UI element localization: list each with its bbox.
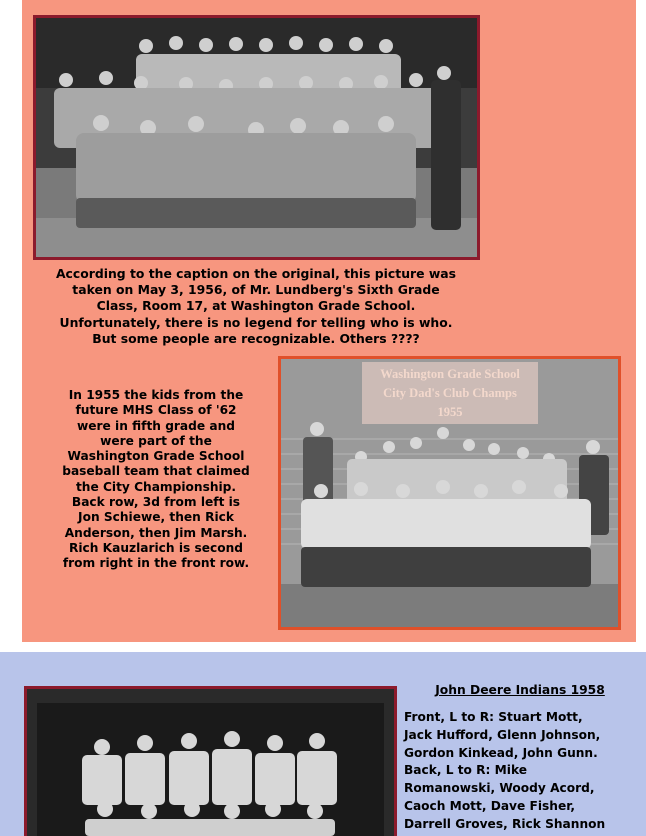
caption-line: were in fifth grade and: [76, 418, 236, 433]
caption-line: Jack Hufford, Glenn Johnson,: [404, 727, 601, 742]
caption-line: Darrell Groves, Rick Shannon: [404, 816, 606, 831]
photo-label-line: Washington Grade School: [380, 367, 520, 381]
caption-line: Back, L to R: Mike: [404, 763, 528, 778]
caption-line: were part of the: [100, 433, 212, 448]
caption-line: Jon Schiewe, then Rick: [78, 510, 234, 525]
caption-line: taken on May 3, 1956, of Mr. Lundberg's Sixth Grade: [72, 282, 440, 298]
caption-line: Anderson, then Jim Marsh.: [64, 525, 248, 540]
class-photo-caption: [40, 266, 472, 347]
caption-line: baseball team that claimed: [62, 464, 250, 479]
team-title: John Deere Indians 1958: [435, 683, 605, 697]
photo-label-line: City Dad's Club Champs: [383, 386, 517, 400]
caption-line: Back row, 3d from left is: [71, 495, 241, 510]
caption-line: from right in the front row.: [62, 556, 250, 571]
caption-line: Class, Room 17, at Washington Grade School.: [96, 298, 416, 314]
caption-line: In 1955 the kids from the: [68, 388, 244, 402]
class-photo-1956: [33, 15, 480, 260]
caption-line: But some people are recognizable. Others ????: [92, 330, 420, 346]
caption-line: According to the caption on the original, this picture was: [55, 266, 457, 281]
baseball-caption: [40, 388, 272, 572]
caption-line: Unfortunately, there is no legend for telling who is who.: [59, 314, 453, 330]
caption-line: the City Championship.: [75, 479, 237, 494]
caption-line: Washington Grade School: [67, 449, 245, 464]
baseball-team-photo-1955: [278, 356, 621, 630]
caption-line: Gordon Kinkead, John Gunn.: [404, 745, 598, 760]
photo-label-overlay: [362, 362, 538, 424]
caption-line: Romanowski, Woody Acord,: [404, 781, 595, 796]
caption-line: Front, L to R: Stuart Mott,: [404, 710, 583, 724]
caption-line: Caoch Mott, Dave Fisher,: [404, 798, 576, 813]
caption-line: Rich Kauzlarich is second: [68, 540, 244, 555]
caption-line: future MHS Class of '62: [75, 403, 237, 418]
team-caption: [404, 709, 642, 834]
john-deere-indians-photo: [24, 686, 397, 836]
photo-label-line: 1955: [437, 405, 463, 419]
